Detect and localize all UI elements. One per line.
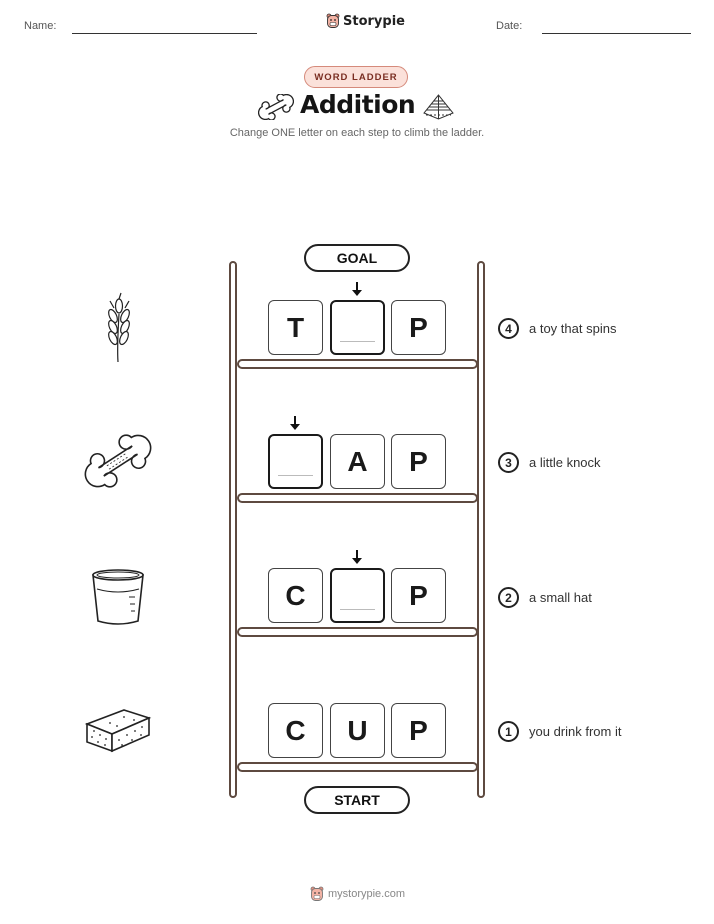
ladder-rung bbox=[237, 627, 478, 637]
bone-icon bbox=[258, 94, 294, 120]
ladder-rung bbox=[237, 493, 478, 503]
letter-tile: C bbox=[268, 568, 323, 623]
arrow-down-icon bbox=[350, 281, 364, 297]
step-number: 2 bbox=[498, 587, 519, 608]
ladder-right-rail bbox=[477, 261, 485, 798]
goal-label: GOAL bbox=[304, 244, 410, 272]
step-number: 4 bbox=[498, 318, 519, 339]
footer-url[interactable]: mystorypie.com bbox=[328, 888, 406, 900]
clue-text: a little knock bbox=[529, 455, 601, 470]
clue-text: a small hat bbox=[529, 590, 592, 605]
letter-tile: A bbox=[330, 434, 385, 489]
date-label: Date: bbox=[496, 20, 523, 32]
wheat-icon bbox=[98, 292, 138, 364]
category-badge: WORD LADDER bbox=[304, 66, 408, 88]
letter-blank-input[interactable] bbox=[268, 434, 323, 489]
letter-tile: P bbox=[391, 568, 446, 623]
brand-name: Storypie bbox=[343, 13, 405, 29]
sponge-icon bbox=[84, 704, 152, 754]
pyramid-icon bbox=[422, 93, 455, 121]
instructions: Change ONE letter on each step to climb the ladder. bbox=[229, 127, 485, 139]
arrow-down-icon bbox=[288, 415, 302, 431]
name-label: Name: bbox=[24, 20, 57, 32]
ladder-left-rail bbox=[229, 261, 237, 798]
clue-text: a toy that spins bbox=[529, 321, 617, 336]
page-title: Addition bbox=[300, 90, 416, 119]
storypie-mascot-icon bbox=[310, 886, 324, 902]
bone-icon bbox=[84, 430, 152, 492]
name-field-line[interactable] bbox=[72, 33, 257, 34]
letter-tile: P bbox=[391, 703, 446, 758]
step-number: 3 bbox=[498, 452, 519, 473]
letter-tile: U bbox=[330, 703, 385, 758]
letter-blank-input[interactable] bbox=[330, 300, 385, 355]
letter-tile: T bbox=[268, 300, 323, 355]
date-field-line[interactable] bbox=[542, 33, 691, 34]
brand-logo bbox=[326, 13, 405, 29]
step-number: 1 bbox=[498, 721, 519, 742]
ladder-rung bbox=[237, 359, 478, 369]
letter-blank-input[interactable] bbox=[330, 568, 385, 623]
start-label: START bbox=[304, 786, 410, 814]
storypie-mascot-icon bbox=[326, 13, 340, 29]
arrow-down-icon bbox=[350, 549, 364, 565]
cup-icon bbox=[89, 567, 147, 627]
footer bbox=[310, 886, 405, 902]
ladder-rung bbox=[237, 762, 478, 772]
clue-text: you drink from it bbox=[529, 724, 622, 739]
letter-tile: P bbox=[391, 300, 446, 355]
letter-tile: C bbox=[268, 703, 323, 758]
letter-tile: P bbox=[391, 434, 446, 489]
